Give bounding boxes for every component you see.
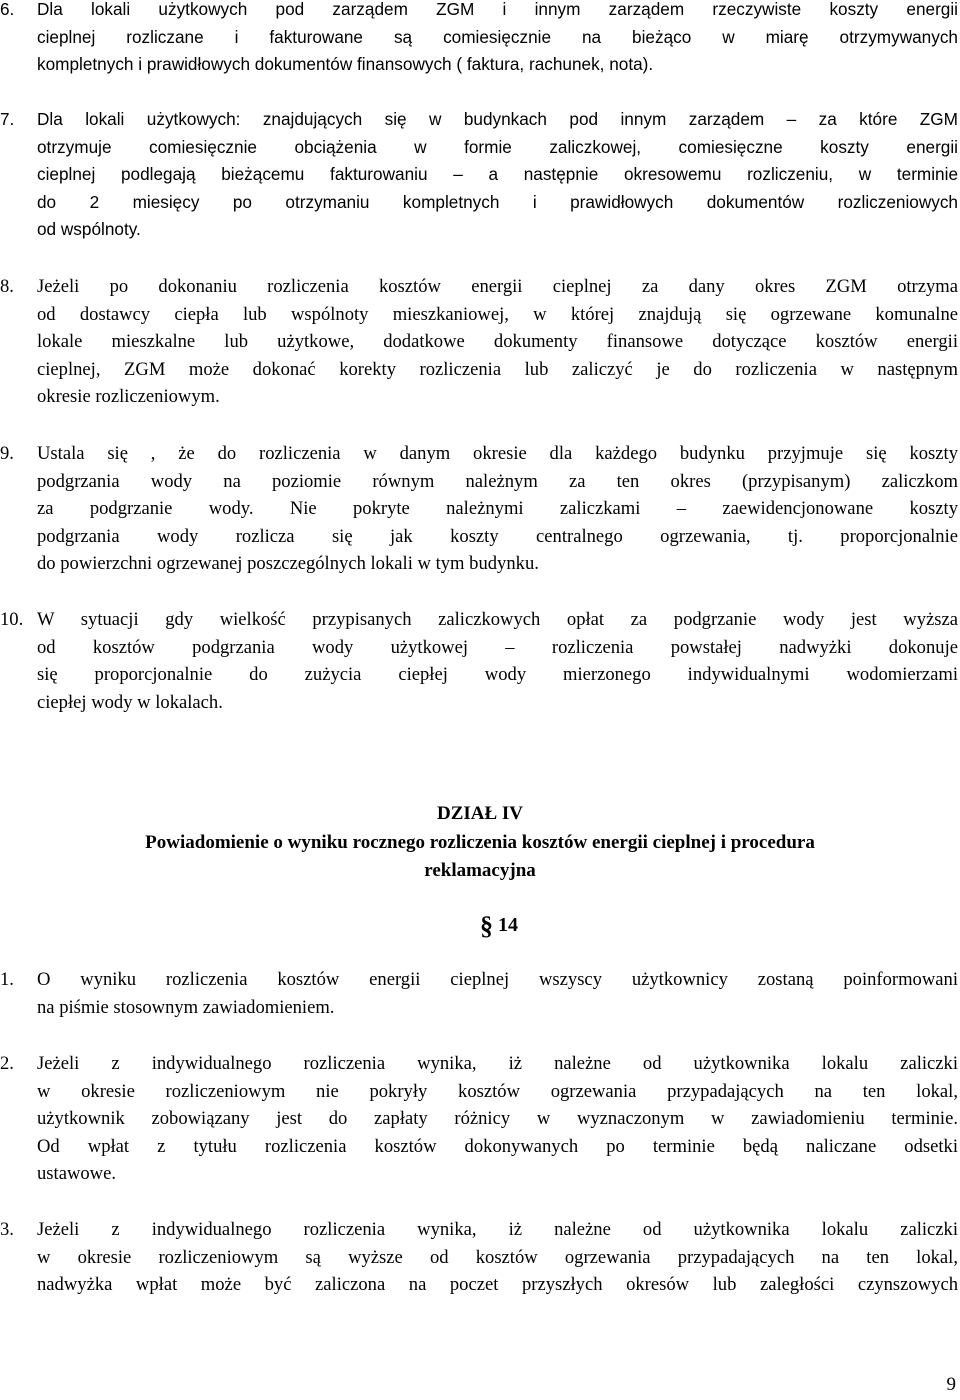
text-line: od wspólnoty. — [37, 219, 141, 240]
text-line: się proporcjonalnie do zużycia ciepłej wody mierzonego indywidualnymi wodomierzami — [37, 664, 958, 686]
item-number: 7. — [0, 109, 15, 129]
text-line: podgrzania wody na poziomie równym należnym za ten okres (przypisanym) zaliczkom — [37, 470, 958, 492]
section-subtitle-line: Powiadomienie o wyniku rocznego rozliczenia kosztów energii cieplnej i procedura — [145, 831, 815, 853]
text-line: O wyniku rozliczenia kosztów energii cieplnej wszyscy użytkownicy zostaną poinformowani — [37, 969, 958, 990]
text-line: Jeżeli z indywidualnego rozliczenia wynika, iż należne od użytkownika lokalu zaliczki — [37, 1219, 958, 1240]
text-line: ciepłej wody w lokalach. — [37, 691, 223, 713]
item-number: 1. — [0, 969, 14, 990]
paragraph-marker — [480, 908, 518, 938]
text-line: od dostawcy ciepła lub wspólnoty mieszkaniowej, w której znajdują się ogrzewane komunalne — [37, 303, 958, 325]
text-line: Dla lokali użytkowych: znajdujących się w budynkach pod innym zarządem – za które ZGM — [37, 109, 958, 129]
text-line: nadwyżka wpłat może być zaliczona na poczet przyszłych okresów lub zaległości czynszowych — [37, 1274, 958, 1296]
text-line: podgrzania wody rozlicza się jak koszty centralnego ogrzewania, tj. proporcjonalnie — [37, 525, 958, 547]
item-number: 2. — [0, 1053, 14, 1074]
section-subtitle-line: reklamacyjna — [424, 860, 536, 881]
item-text — [37, 106, 958, 244]
text-line: Od wpłat z tytułu rozliczenia kosztów dokonywanych po terminie będą naliczane odsetki — [37, 1135, 958, 1157]
item-number: 3. — [0, 1219, 14, 1240]
item-number: 10. — [0, 609, 24, 630]
paragraph-number: 14 — [498, 914, 518, 936]
section-heading — [0, 800, 960, 886]
page-number: 9 — [946, 1374, 956, 1395]
text-line: Jeżeli po dokonaniu rozliczenia kosztów energii cieplnej za dany okres ZGM otrzyma — [37, 276, 958, 297]
paragraph-symbol: § — [480, 911, 493, 940]
item-text — [37, 0, 958, 79]
item-number: 8. — [0, 276, 14, 297]
item-text — [37, 1050, 958, 1188]
text-line: za podgrzanie wody. Nie pokryte należnymi zaliczkami – zaewidencjonowane koszty — [37, 498, 958, 520]
text-line: od kosztów podgrzania wody użytkowej – rozliczenia powstałej nadwyżki dokonuje — [37, 636, 958, 658]
text-line: W sytuacji gdy wielkość przypisanych zaliczkowych opłat za podgrzanie wody jest wyższa — [37, 609, 958, 630]
text-line: cieplnej rozliczane i fakturowane są comiesięcznie na bieżąco w miarę otrzymywanych — [37, 26, 958, 47]
item-number: 9. — [0, 443, 14, 464]
section-title: DZIAŁ IV — [436, 803, 524, 824]
item-number: 6. — [0, 0, 15, 19]
text-line: do 2 miesięcy po otrzymaniu kompletnych i prawidłowych dokumentów rozliczeniowych — [37, 191, 958, 212]
text-line: otrzymuje comiesięcznie obciążenia w formie zaliczkowej, comiesięczne koszty energii — [37, 136, 958, 157]
text-line: Dla lokali użytkowych pod zarządem ZGM i innym zarządem rzeczywiste koszty energii — [37, 0, 958, 19]
text-line: lokale mieszkalne lub użytkowe, dodatkowe dokumenty finansowe dotyczące kosztów energii — [37, 331, 958, 353]
text-line: ustawowe. — [37, 1163, 117, 1185]
item-text — [37, 440, 958, 578]
text-line: w okresie rozliczeniowym są wyższe od kosztów ogrzewania przypadających na ten lokal, — [37, 1246, 958, 1268]
text-line: kompletnych i prawidłowych dokumentów finansowych ( faktura, rachunek, nota). — [37, 54, 654, 75]
item-text — [37, 966, 958, 1021]
text-line: użytkownik zobowiązany jest do zapłaty różnicy w wyznaczonym w zawiadomieniu terminie. — [37, 1108, 958, 1130]
text-line: okresie rozliczeniowym. — [37, 386, 220, 408]
text-line: cieplnej, ZGM może dokonać korekty rozliczenia lub zaliczyć je do rozliczenia w następnym — [37, 358, 958, 380]
item-text — [37, 1216, 958, 1299]
text-line: w okresie rozliczeniowym nie pokryły kosztów ogrzewania przypadających na ten lokal, — [37, 1080, 958, 1102]
text-line: na piśmie stosownym zawiadomieniem. — [37, 996, 335, 1018]
text-line: Ustala się , że do rozliczenia w danym okresie dla każdego budynku przyjmuje się koszty — [37, 443, 958, 464]
text-line: Jeżeli z indywidualnego rozliczenia wynika, iż należne od użytkownika lokalu zaliczki — [37, 1053, 958, 1074]
item-text — [37, 273, 958, 411]
text-line: do powierzchni ogrzewanej poszczególnych lokali w tym budynku. — [37, 553, 539, 575]
item-text — [37, 606, 958, 716]
text-line: cieplnej podlegają bieżącemu fakturowaniu – a następnie okresowemu rozliczeniu, w terminie — [37, 164, 958, 185]
